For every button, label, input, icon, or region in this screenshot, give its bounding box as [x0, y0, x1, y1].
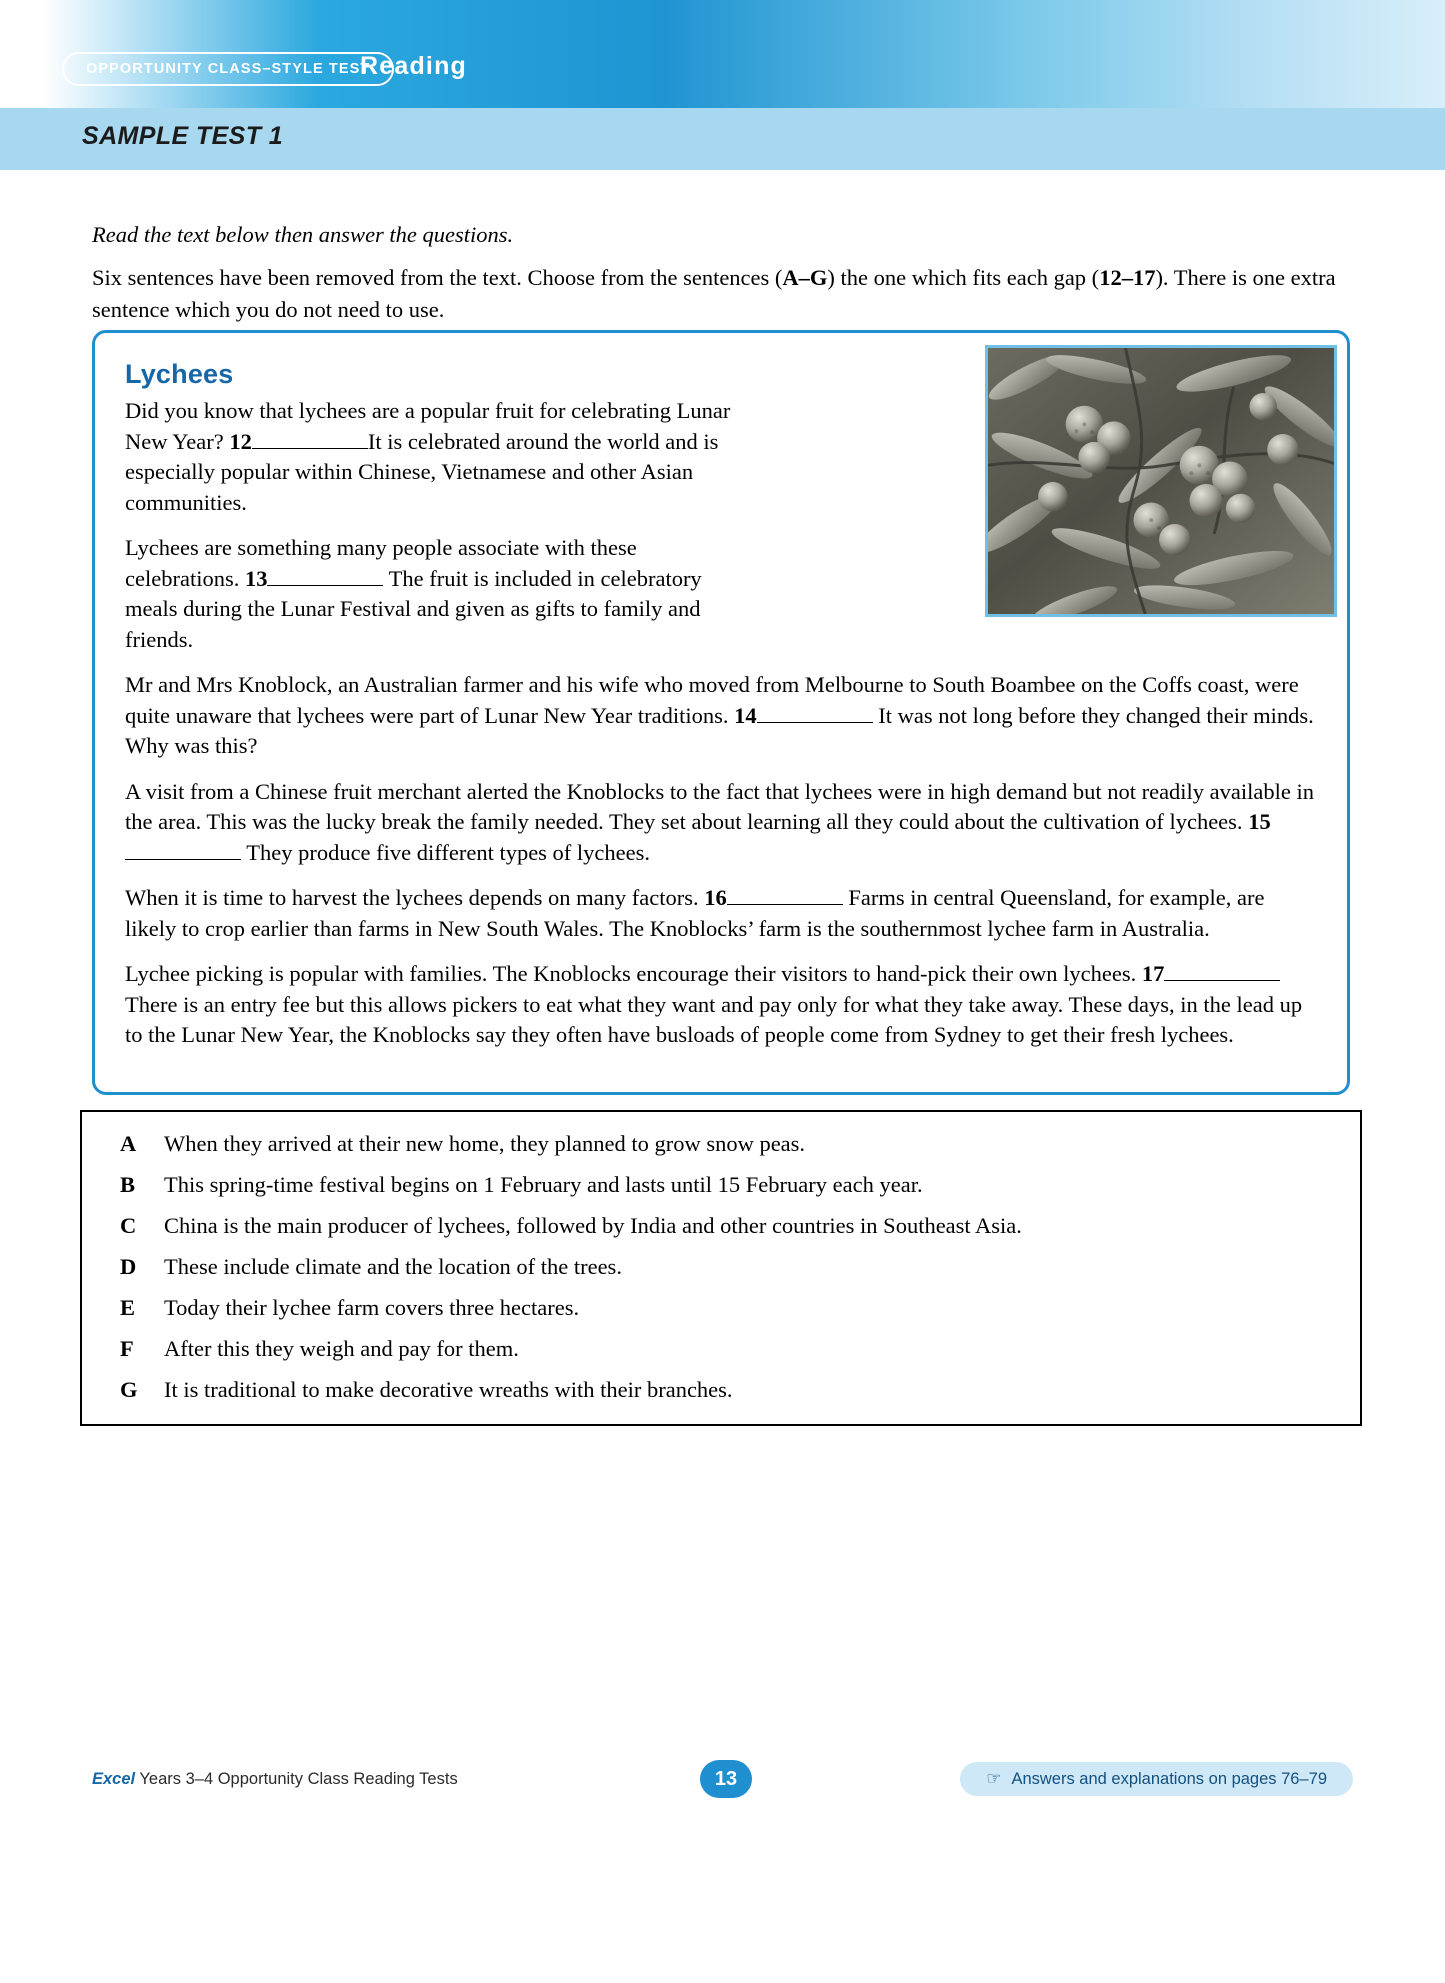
gap-blank-12[interactable] — [252, 448, 368, 449]
instruction-task — [92, 262, 1352, 326]
passage-paragraph-3 — [125, 670, 1317, 762]
instruction-task-part1: Six sentences have been removed from the text. Choose from the sentences ( — [92, 265, 783, 290]
gap-number-16: 16 — [704, 885, 727, 910]
lychee-photo — [985, 345, 1337, 617]
gap-blank-15[interactable] — [125, 859, 241, 860]
option-text: After this they weigh and pay for them. — [164, 1336, 519, 1361]
option-row[interactable] — [82, 1294, 1360, 1322]
option-text: Today their lychee farm covers three hectares. — [164, 1295, 580, 1320]
sample-test-title: SAMPLE TEST 1 — [82, 122, 284, 150]
gap-blank-14[interactable] — [757, 722, 873, 723]
option-row[interactable] — [82, 1335, 1360, 1363]
paragraph-2-post: The fruit is included in celebratory meals during the Lunar Festival and given as gifts to family and friends. — [125, 565, 702, 652]
option-text: This spring-time festival begins on 1 February and lasts until 15 February each year. — [164, 1172, 923, 1197]
paragraph-1-post: It is celebrated around the world and is especially popular within Chinese, Vietnamese and other Asian communities. — [125, 428, 719, 515]
instruction-task-part2: ) the one which fits each gap ( — [827, 265, 1100, 290]
instruction-range-numbers: 12–17 — [1099, 265, 1156, 290]
page-footer — [0, 1760, 1445, 1820]
passage-paragraph-4 — [125, 777, 1317, 869]
option-row[interactable] — [82, 1253, 1360, 1281]
gap-blank-16[interactable] — [727, 904, 843, 905]
pointing-hand-icon: ☞ — [986, 1769, 1002, 1788]
gap-number-14: 14 — [734, 702, 757, 728]
footer-series-line — [92, 1770, 458, 1789]
option-row[interactable] — [82, 1130, 1360, 1158]
option-row[interactable] — [82, 1376, 1360, 1404]
passage-title: Lychees — [125, 359, 234, 389]
option-letter: F — [120, 1336, 134, 1361]
option-letter: D — [120, 1254, 137, 1279]
option-row[interactable] — [82, 1212, 1360, 1240]
paragraph-1-pre: Did you know that lychees are a popular fruit for celebrating Lunar New Year? — [125, 398, 731, 454]
option-letter: B — [120, 1172, 136, 1197]
test-type-badge — [62, 52, 394, 86]
option-letter: C — [120, 1213, 137, 1238]
gap-number-15: 15 — [1248, 809, 1271, 834]
passage-paragraph-5 — [125, 883, 1317, 944]
option-letter: G — [120, 1377, 138, 1402]
paragraph-2-pre: Lychees are something many people associate with these celebrations. — [125, 535, 637, 591]
gap-blank-13[interactable] — [267, 585, 383, 586]
gap-blank-17[interactable] — [1164, 980, 1280, 981]
instruction-range-letters: A–G — [782, 265, 828, 290]
paragraph-3-pre: Mr and Mrs Knoblock, an Australian farmer and his wife who moved from Melbourne to South Boambee on the Coffs coast, were quite unaware that lychees were part of Lunar New Year traditions. — [125, 672, 1299, 728]
paragraph-6-post: There is an entry fee but this allows pickers to eat what they want and pay only for what they take away. These days, in the lead up to the Lunar New Year, the Knoblocks say they often have busloads of people come from Sydney to get their fresh lychees. — [125, 991, 1303, 1047]
passage-paragraph-6 — [125, 959, 1317, 1051]
footer-brand: Excel — [92, 1770, 136, 1788]
gap-number-12: 12 — [229, 428, 252, 454]
option-text: These include climate and the location of the trees. — [164, 1254, 622, 1279]
instruction-italic: Read the text below then answer the questions. — [92, 222, 514, 247]
gap-number-13: 13 — [244, 565, 268, 591]
section-title: Reading — [360, 52, 468, 80]
footer-series: Years 3–4 Opportunity Class Reading Tests — [139, 1770, 458, 1788]
answers-note-label: Answers and explanations on pages 76–79 — [1011, 1769, 1327, 1788]
gap-number-17: 17 — [1141, 961, 1165, 986]
paragraph-6-pre: Lychee picking is popular with families. The Knoblocks encourage their visitors to hand-pick their own lychees. — [125, 961, 1137, 986]
instruction-task-part3: ). There is one extra sentence which you do not need to use. — [92, 265, 1336, 322]
option-text: When they arrived at their new home, they planned to grow snow peas. — [164, 1131, 806, 1156]
paragraph-3-post: It was not long before they changed their minds. Why was this? — [125, 702, 1314, 758]
option-text: China is the main producer of lychees, followed by India and other countries in Southeast Asia. — [164, 1213, 1022, 1238]
passage-paragraph-2 — [125, 533, 755, 655]
option-letter: E — [120, 1295, 136, 1320]
option-letter: A — [120, 1131, 137, 1156]
paragraph-5-pre: When it is time to harvest the lychees depends on many factors. — [125, 885, 699, 910]
answers-note-pill — [960, 1762, 1353, 1796]
paragraph-4-post: They produce five different types of lychees. — [246, 839, 651, 865]
paragraph-5-post: Farms in central Queensland, for example, are likely to crop earlier than farms in New South Wales. The Knoblocks’ farm is the southernmost lychee farm in Australia. — [125, 885, 1265, 941]
passage-paragraph-1 — [125, 396, 755, 518]
option-row[interactable] — [82, 1171, 1360, 1199]
option-text: It is traditional to make decorative wreaths with their branches. — [164, 1377, 733, 1402]
paragraph-4-pre: A visit from a Chinese fruit merchant alerted the Knoblocks to the fact that lychees were in high demand but not readily available in the area. This was the lucky break the family needed. They set about learning all they could about the cultivation of lychees. — [125, 778, 1315, 834]
reading-passage-box — [92, 330, 1350, 1095]
test-type-badge-label: OPPORTUNITY CLASS–STYLE TEST — [86, 61, 371, 77]
answer-options-box — [80, 1110, 1362, 1426]
page-number-badge: 13 — [700, 1760, 752, 1798]
